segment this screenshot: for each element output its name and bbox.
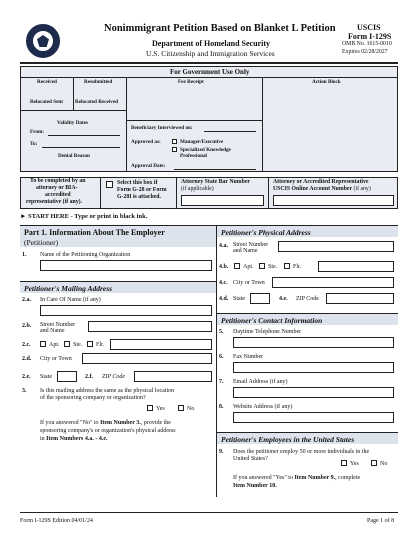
online-account-number-input[interactable] xyxy=(273,195,394,206)
specialized-professional-label: Professional xyxy=(180,153,207,159)
q3-note-line3: in Item Numbers 4.a. - 4.e. xyxy=(40,436,108,442)
g28-checkbox[interactable] xyxy=(106,181,113,188)
mailing-unit-input[interactable] xyxy=(110,339,212,350)
physical-unit-input[interactable] xyxy=(318,261,394,272)
q9-yes-label: Yes xyxy=(350,461,359,467)
mailing-city-input[interactable] xyxy=(82,353,212,364)
state-bar-sublabel: (if applicable) xyxy=(181,186,214,192)
physical-apt-checkbox[interactable] xyxy=(234,263,240,269)
manager-checkbox[interactable] xyxy=(172,139,177,144)
agency-name: U.S. Citizenship and Immigration Services xyxy=(146,49,275,58)
beneficiary-interviewed-label: Beneficiary Interviewed on: xyxy=(131,125,193,131)
question-3-line1: Is this mailing address the same as the physical location xyxy=(40,388,175,394)
daytime-phone-input[interactable] xyxy=(233,337,394,348)
online-account-label-line1: Attorney or Accredited Representative xyxy=(273,179,369,185)
mailing-street-label-2: and Name xyxy=(40,328,65,334)
item-2c-number: 2.c. xyxy=(22,342,31,348)
relocated-received-label: Relocated Received xyxy=(75,99,119,105)
specialized-knowledge-label: Specialized Knowledge xyxy=(180,147,231,153)
fax-number-label: Fax Number xyxy=(233,354,264,360)
mailing-zip-input[interactable] xyxy=(134,371,212,382)
physical-city-label: City or Town xyxy=(233,280,265,286)
item-2a-number: 2.a. xyxy=(22,297,31,303)
mailing-ste-label: Ste. xyxy=(73,342,83,348)
mailing-ste-checkbox[interactable] xyxy=(64,341,70,347)
mailing-street-label-1: Street Number xyxy=(40,322,76,328)
header-rule xyxy=(20,62,398,64)
dhs-seal xyxy=(26,24,60,58)
question-9-line1: Does the petitioner employ 50 or more individuals in the xyxy=(233,449,370,455)
question-9-line2: United States? xyxy=(233,456,268,462)
item-5-number: 5. xyxy=(219,329,224,335)
item-2f-number: 2.f. xyxy=(85,374,93,380)
form-title: Nonimmigrant Petition Based on Blanket L Petition xyxy=(104,23,336,34)
item-4e-number: 4.e. xyxy=(279,296,288,302)
q3-note-line1: If you answered "No" to Item Number 3., provide the xyxy=(40,420,171,426)
physical-state-select[interactable] xyxy=(250,293,270,304)
in-care-of-label: In Care Of Name (if any) xyxy=(40,297,101,303)
email-address-label: Email Address (if any) xyxy=(233,379,288,385)
item-4d-number: 4.d. xyxy=(219,296,229,302)
physical-street-label-2: and Name xyxy=(233,248,258,254)
to-label: To: xyxy=(30,141,38,147)
q3-yes-checkbox[interactable] xyxy=(147,405,153,411)
uscis-label: USCIS xyxy=(357,23,381,32)
in-care-of-input[interactable] xyxy=(40,305,212,316)
department-name: Department of Homeland Security xyxy=(152,39,270,48)
fax-number-input[interactable] xyxy=(233,362,394,373)
expiration-date: Expires 02/28/2027 xyxy=(342,49,388,55)
fee-receipt-label: Fee Receipt xyxy=(178,79,204,85)
attorney-completed-line2: attorney or BIA- xyxy=(36,185,78,191)
state-bar-label: Attorney State Bar Number xyxy=(181,179,250,185)
physical-zip-label: ZIP Code xyxy=(296,296,319,302)
attorney-completed-line4: representative (if any). xyxy=(26,199,82,205)
physical-ste-label: Ste. xyxy=(268,264,278,270)
part1-subtitle: (Petitioner) xyxy=(24,238,59,247)
contact-info-header: Petitioner's Contact Information xyxy=(216,313,398,325)
mailing-flr-label: Flr. xyxy=(96,342,105,348)
mailing-street-input[interactable] xyxy=(88,321,212,332)
daytime-phone-label: Daytime Telephone Number xyxy=(233,329,302,335)
item-3-number: 3. xyxy=(22,388,27,394)
q9-note-line2: Item Number 10. xyxy=(233,483,277,489)
physical-zip-input[interactable] xyxy=(326,293,394,304)
start-here-note: ► START HERE - Type or print in black ink. xyxy=(20,213,148,220)
physical-apt-label: Apt. xyxy=(243,264,254,270)
item-2e-number: 2.e. xyxy=(22,374,31,380)
part1-header xyxy=(20,225,216,247)
mailing-flr-checkbox[interactable] xyxy=(87,341,93,347)
mailing-apt-checkbox[interactable] xyxy=(40,341,46,347)
email-address-input[interactable] xyxy=(233,387,394,398)
mailing-state-select[interactable] xyxy=(57,371,77,382)
form-number: Form I-129S xyxy=(348,32,392,41)
q3-yes-label: Yes xyxy=(156,406,165,412)
q9-no-label: No xyxy=(380,461,388,467)
g28-label-line1: Select this box if xyxy=(117,180,158,186)
physical-street-label-1: Street Number xyxy=(233,242,269,248)
approved-as-label: Approved as: xyxy=(131,139,161,145)
state-bar-number-input[interactable] xyxy=(181,195,264,206)
approval-date-label: Approval Date: xyxy=(131,163,166,169)
online-account-label-line2: USCIS Online Account Number (if any) xyxy=(273,186,371,192)
petitioning-organization-label: Name of the Petitioning Organization xyxy=(40,252,131,258)
relocated-sent-label: Relocated Sent xyxy=(30,99,63,105)
question-3-line2: of the sponsoring company or organization? xyxy=(40,395,146,401)
petitioning-organization-input[interactable] xyxy=(40,260,212,271)
website-address-label: Website Address (if any) xyxy=(233,404,293,410)
mailing-state-label: State xyxy=(40,374,52,380)
manager-label: Manager/Executive xyxy=(180,139,224,145)
gov-use-title: For Government Use Only xyxy=(170,68,250,76)
item-9-number: 9. xyxy=(219,449,224,455)
item-1-number: 1. xyxy=(22,252,27,258)
form-edition: Form I-129S Edition 04/01/24 xyxy=(20,518,93,524)
footer-rule xyxy=(20,512,398,513)
denial-reason-label: Denial Reason xyxy=(58,153,90,159)
item-6-number: 6. xyxy=(219,354,224,360)
physical-flr-checkbox[interactable] xyxy=(284,263,290,269)
column-divider xyxy=(216,225,217,497)
from-label: From: xyxy=(30,129,45,135)
q3-no-checkbox[interactable] xyxy=(178,405,184,411)
g28-label-line2: Form G-28 or Form xyxy=(117,187,167,193)
validity-dates-label: Validity Dates xyxy=(57,120,89,126)
q9-no-checkbox[interactable] xyxy=(371,460,377,466)
specialized-knowledge-checkbox[interactable] xyxy=(172,147,177,152)
physical-ste-checkbox[interactable] xyxy=(259,263,265,269)
g28-label-line3: G-28I is attached. xyxy=(117,194,161,200)
page-number: Page 1 of 8 xyxy=(367,518,395,524)
part1-title: Part 1. Information About The Employer xyxy=(24,228,165,237)
physical-address-header: Petitioner's Physical Address xyxy=(216,225,398,237)
mailing-address-header: Petitioner's Mailing Address xyxy=(20,281,216,293)
mailing-city-label: City or Town xyxy=(40,356,72,362)
item-7-number: 7. xyxy=(219,379,224,385)
item-4c-number: 4.c. xyxy=(219,280,228,286)
q9-yes-checkbox[interactable] xyxy=(341,460,347,466)
item-8-number: 8. xyxy=(219,404,224,410)
item-4b-number: 4.b. xyxy=(219,264,229,270)
item-4a-number: 4.a. xyxy=(219,243,228,249)
mailing-zip-label: ZIP Code xyxy=(102,374,126,380)
q9-note-line1: If you answered "Yes" to Item Number 9., complete xyxy=(233,475,361,481)
employees-header: Petitioner's Employees in the United States xyxy=(216,432,398,444)
attorney-completed-line1: To be completed by an xyxy=(30,178,86,184)
omb-number: OMB No. 1615-0010 xyxy=(342,41,392,47)
received-label: Received xyxy=(37,79,57,85)
physical-flr-label: Flr. xyxy=(293,264,302,270)
q3-no-label: No xyxy=(187,406,195,412)
item-2b-number: 2.b. xyxy=(22,323,32,329)
physical-state-label: State xyxy=(233,296,245,302)
physical-city-input[interactable] xyxy=(272,277,394,288)
website-address-input[interactable] xyxy=(233,412,394,423)
physical-street-input[interactable] xyxy=(278,241,394,252)
q3-note-line2: sponsoring company's or organization's physical address xyxy=(40,428,176,434)
attorney-completed-line3: accredited xyxy=(45,192,71,198)
item-2d-number: 2.d. xyxy=(22,356,32,362)
mailing-apt-label: Apt. xyxy=(49,342,60,348)
resubmitted-label: Resubmitted xyxy=(84,79,113,85)
action-block-label: Action Block xyxy=(312,79,341,85)
